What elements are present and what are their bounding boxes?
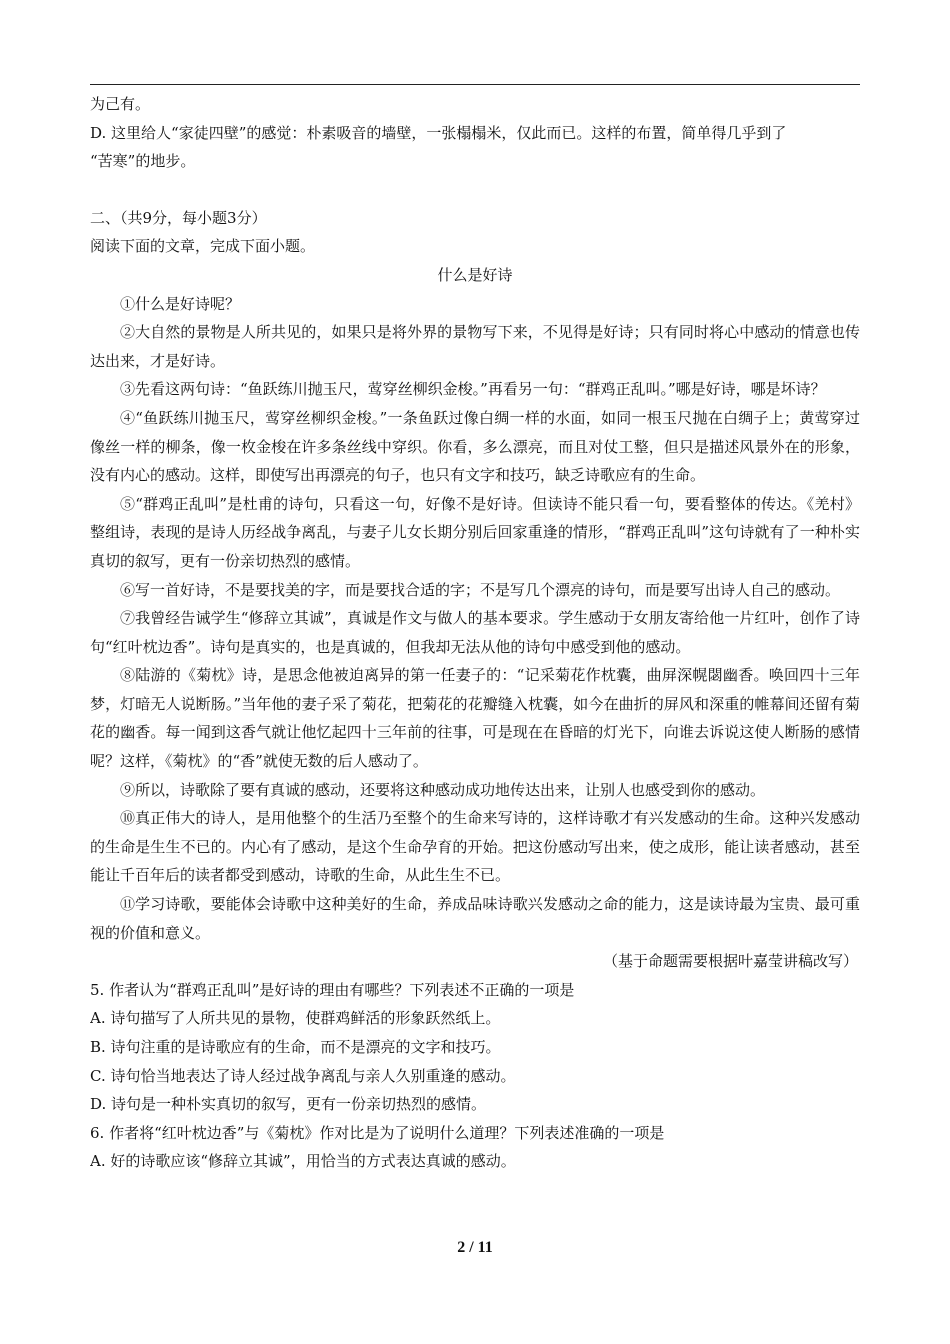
paragraph-10: ⑩真正伟大的诗人，是用他整个的生活乃至整个的生命来写诗的，这样诗歌才有兴发感动的生命。这种兴发感动的生命是生生不已的。内心有了感动，是这个生命孕育的开始。把这份感动写出来，使之成形，能让读者感动，甚至能让千百年后的读者都受到感动，诗歌的生命，从此生生不已。 xyxy=(90,809,860,885)
question-5-option-b: B. 诗句注重的是诗歌应有的生命，而不是漂亮的文字和技巧。 xyxy=(90,1038,501,1056)
header-rule xyxy=(90,84,860,85)
paragraph-5: ⑤“群鸡正乱叫”是杜甫的诗句，只看这一句，好像不是好诗。但读诗不能只看一句，要看整体的传达。《羌村》整组诗，表现的是诗人历经战争离乱，与妻子儿女长期分别后回家重逢的情形，“群鸡正乱叫”这句诗就有了一种朴实真切的叙写，更有一份亲切热烈的感情。 xyxy=(90,494,860,570)
paragraph-9: ⑨所以，诗歌除了要有真诚的感动，还要将这种感动成功地传达出来，让别人也感受到你的感动。 xyxy=(120,780,766,799)
question-6: 6. 作者将“红叶枕边香”与《菊枕》作对比是为了说明什么道理？下列表述准确的一项是 xyxy=(90,1123,665,1142)
paragraph-7: ⑦我曾经告诫学生“修辞立其诚”，真诚是作文与做人的基本要求。学生感动于女朋友寄给他一片红叶，创作了诗句“红叶枕边香”。诗句是真实的，也是真诚的，但我却无法从他的诗句中感受到他的感动。 xyxy=(90,609,860,656)
paragraph-4: ④“鱼跃练川抛玉尺，莺穿丝柳织金梭。”一条鱼跃过像白绸一样的水面，如同一根玉尺抛在白绸子上；黄莺穿过像丝一样的柳条，像一枚金梭在许多条丝线中穿织。你看，多么漂亮，而且对仗工整，但只是描述风景外在的形象，没有内心的感动。这样，即使写出再漂亮的句子，也只有文字和技巧，缺乏诗歌应有的生命。 xyxy=(90,408,860,485)
option-d-line: D. 这里给人“家徒四壁”的感觉：朴素吸音的墙壁，一张榻榻米，仅此而已。这样的布置，简单得几乎到了 xyxy=(90,123,787,142)
prev-text-line: 为己有。 xyxy=(90,95,151,113)
question-5-option-c: C. 诗句恰当地表达了诗人经过战争离乱与亲人久别重逢的感动。 xyxy=(90,1066,516,1085)
article-title: 什么是好诗 xyxy=(437,265,513,284)
paragraph-1: ①什么是好诗呢？ xyxy=(120,294,241,313)
source-note: （基于命题需要根据叶嘉莹讲稿改写） xyxy=(602,952,858,971)
question-5-option-d: D. 诗句是一种朴实真切的叙写，更有一份亲切热烈的感情。 xyxy=(90,1095,487,1114)
paragraph-6: ⑥写一首好诗，不是要找美的字，而是要找合适的字；不是写几个漂亮的诗句，而是要写出诗人自己的感动。 xyxy=(120,580,841,599)
paragraph-11: ⑪学习诗歌，要能体会诗歌中这种美好的生命，养成品味诗歌兴发感动之命的能力，这是读诗最为宝贵、最可重视的价值和意义。 xyxy=(90,895,860,942)
paragraph-3: ③先看这两句诗：“鱼跃练川抛玉尺，莺穿丝柳织金梭。”再看另一句：“群鸡正乱叫。”哪是好诗，哪是坏诗？ xyxy=(120,380,826,399)
question-5: 5. 作者认为“群鸡正乱叫”是好诗的理由有哪些？下列表述不正确的一项是 xyxy=(90,980,575,999)
option-d-continued: “苦寒”的地步。 xyxy=(90,152,196,171)
spacer xyxy=(90,176,860,204)
page-content xyxy=(90,90,860,1176)
page-number: 2 / 11 xyxy=(457,1239,493,1256)
paragraph-2: ②大自然的景物是人所共见的，如果只是将外界的景物写下来，不见得是好诗；只有同时将心中感动的情意也传达出来，才是好诗。 xyxy=(90,323,860,370)
question-5-option-a: A. 诗句描写了人所共见的景物，使群鸡鲜活的形象跃然纸上。 xyxy=(90,1009,501,1028)
question-6-option-a: A. 好的诗歌应该“修辞立其诚”，用恰当的方式表达真诚的感动。 xyxy=(90,1152,516,1171)
paragraph-8: ⑧陆游的《菊枕》诗，是思念他被迫离异的第一任妻子的：“记采菊花作枕囊，曲屏深幌閟幽香。唤回四十三年梦，灯暗无人说断肠。”当年他的妻子采了菊花，把菊花的花瓣缝入枕囊，如今在曲折的屏风和深重的帷幕间还留有菊花的幽香。每一闻到这香气就让他忆起四十三年前的往事，可是现在在昏暗的灯光下，向谁去诉说这使人断肠的感情呢？这样，《菊枕》的“香”就使无数的后人感动了。 xyxy=(90,666,860,771)
section-heading: 二、（共9分，每小题3分） xyxy=(90,208,267,227)
section-instruction: 阅读下面的文章，完成下面小题。 xyxy=(90,237,316,256)
